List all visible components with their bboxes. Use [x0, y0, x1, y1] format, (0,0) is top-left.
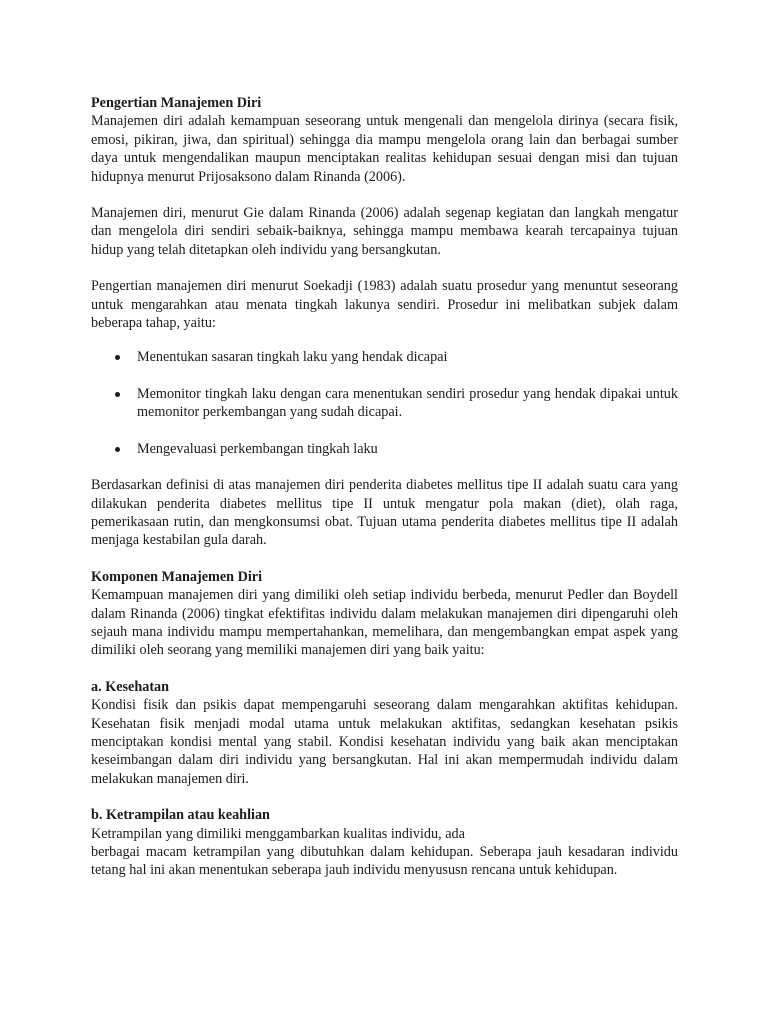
bullet-list — [91, 348, 678, 458]
paragraph-pengertian-1: Manajemen diri adalah kemampuan seseorang untuk mengenali dan mengelola dirinya (secara fisik, emosi, pikiran, jiwa, dan spiritual) sehingga dia mampu mengelola orang lain dan berbagai sumber daya untuk mengendalikan maupun menciptakan realitas kehidupan sesuai dengan misi dan tujuan hidupnya menurut Prijosaksono dalam Rinanda (2006). — [91, 113, 678, 185]
paragraph-pengertian-2: Manajemen diri, menurut Gie dalam Rinanda (2006) adalah segenap kegiatan dan langkah mengatur dan mengelola diri sendiri sebaik-baiknya, sehingga mampu membawa kearah tercapainya tujuan hidup yang telah ditetapkan oleh individu yang bersangkutan. — [91, 205, 678, 258]
bullet-dot — [115, 392, 120, 397]
paragraph-komponen-1: Kemampuan manajemen diri yang dimiliki oleh setiap individu berbeda, menurut Pedler dan Boydell dalam Rinanda (2006) tingkat efektifitas individu dalam melakukan manajemen diri dipengaruhi oleh sejauh mana individu mampu mempertahankan, memelihara, dan mengembangkan empat aspek yang dimiliki oleh seorang yang memiliki manajemen diri yang baik yaitu: — [91, 587, 678, 659]
paragraph-pengertian-3: Pengertian manajemen diri menurut Soekadji (1983) adalah suatu prosedur yang menuntut seseorang untuk mengarahkan atau menata tingkah lakunya sendiri. Prosedur ini melibatkan subjek dalam beberapa tahap, yaitu: — [91, 278, 678, 332]
heading-komponen: Komponen Manajemen Diri — [91, 568, 263, 585]
paragraph-ketrampilan-line1: Ketrampilan yang dimiliki menggambarkan kualitas individu, ada — [91, 825, 465, 842]
paragraph-pengertian-4: Berdasarkan definisi di atas manajemen diri penderita diabetes mellitus tipe II adalah suatu cara yang dilakukan penderita diabetes mellitus tipe II untuk mengatur pola makan (diet), olah raga, pemerikasaan rutin, dan mengkonsumsi obat. Tujuan utama penderita diabetes mellitus tipe II adalah menjaga kestabilan gula darah. — [91, 477, 678, 549]
bullet-text: Menentukan sasaran tingkah laku yang hendak dicapai — [137, 349, 448, 366]
bullet-text: Memonitor tingkah laku dengan cara menentukan sendiri prosedur yang hendak dipakai untuk memonitor perkembangan yang sudah dicapai. — [137, 385, 678, 421]
bullet-dot — [115, 355, 120, 360]
bullet-text: Mengevaluasi perkembangan tingkah laku — [137, 440, 378, 457]
bullet-item — [91, 440, 678, 458]
bullet-dot — [115, 447, 120, 452]
heading-ketrampilan: b. Ketrampilan atau keahlian — [91, 807, 270, 824]
paragraph-ketrampilan-1: berbagai macam ketrampilan yang dibutuhkan dalam kehidupan. Seberapa jauh kesadaran individu tetang hal ini akan menentukan seberapa jauh individu menyususn rencana untuk kehidupan. — [91, 844, 678, 879]
heading-pengertian: Pengertian Manajemen Diri — [91, 95, 262, 111]
bullet-item — [91, 385, 678, 422]
heading-kesehatan: a. Kesehatan — [91, 678, 170, 695]
bullet-item — [91, 348, 678, 366]
paragraph-kesehatan-1: Kondisi fisik dan psikis dapat mempengaruhi seseorang dalam mengarahkan aktifitas kehidupan. Kesehatan fisik menjadi modal utama untuk melakukan aktifitas, sedangkan kesehatan psikis menciptakan kondisi mental yang stabil. Kondisi kesehatan individu yang baik akan menciptakan keseimbangan dalam diri individu yang bersangkutan. Hal ini akan mempermudah individu dalam melakukan manajemen diri. — [91, 697, 678, 787]
